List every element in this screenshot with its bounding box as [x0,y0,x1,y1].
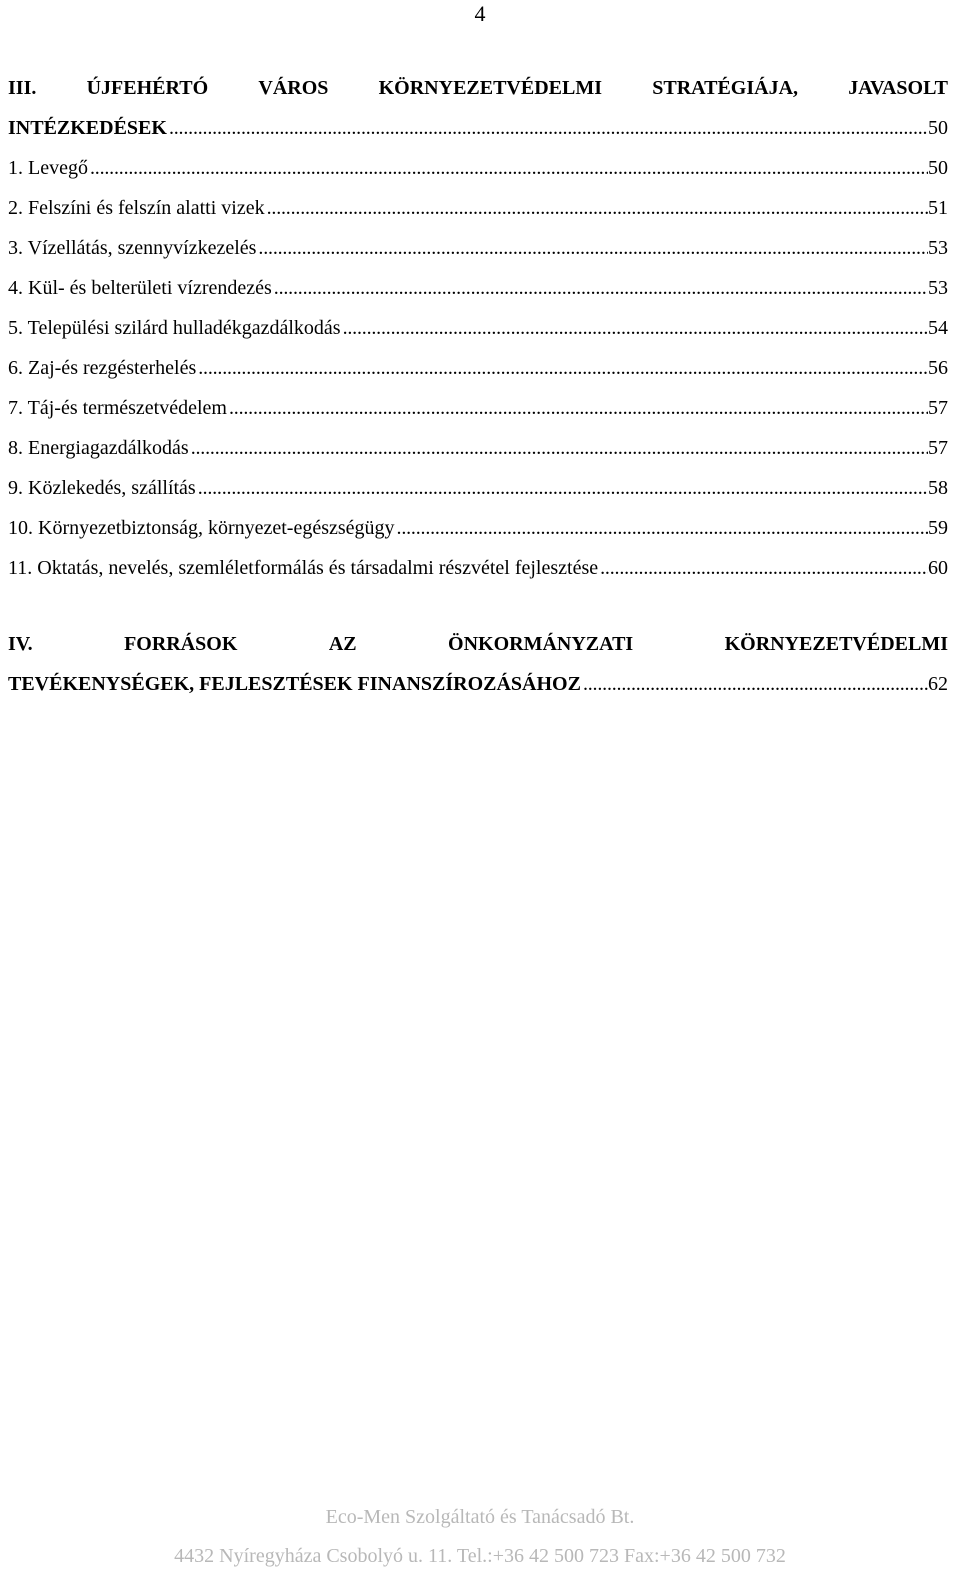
toc-entry[interactable] [8,148,948,188]
toc-entry[interactable] [8,548,948,588]
toc-entry-label: INTÉZKEDÉSEK [8,117,167,139]
section-iv-heading-word: ÖNKORMÁNYZATI [448,633,634,655]
toc-leader-dots [256,228,928,268]
toc-entry-label: 7. Táj-és természetvédelem [8,397,227,419]
toc-entry-label: 11. Oktatás, nevelés, szemléletformálás és társadalmi részvétel fejlesztése [8,557,599,579]
toc-entry-label: TEVÉKENYSÉGEK, FEJLESZTÉSEK FINANSZÍROZÁSÁHOZ [8,673,581,695]
section-iv-heading-word: FORRÁSOK [124,633,238,655]
toc-entry[interactable] [8,388,948,428]
section-iii-heading-word: VÁROS [258,77,329,99]
section-iii-heading-word: JAVASOLT [848,77,948,99]
footer-address: 4432 Nyíregyháza Csobolyó u. 11. Tel.:+36 42 500 723 Fax:+36 42 500 732 [174,1545,786,1567]
toc-entry-section-iv[interactable] [8,664,948,704]
toc-entry-page: 51 [928,197,948,219]
toc-entry[interactable] [8,188,948,228]
toc-entry[interactable] [8,428,948,468]
toc-leader-dots [272,268,928,308]
toc-leader-dots [167,108,928,148]
spacer [8,588,948,624]
toc-entry-label: 8. Energiagazdálkodás [8,437,189,459]
toc-entry-label: 10. Környezetbiztonság, környezet-egészségügy [8,517,395,539]
toc-entry-label: 1. Levegő [8,157,88,179]
toc-leader-dots [395,508,928,548]
toc-entry-page: 53 [928,277,948,299]
toc-entry-page: 53 [928,237,948,259]
section-iv-heading-word: IV. [8,633,33,655]
toc-entry-page: 54 [928,317,948,339]
toc-leader-dots [227,388,928,428]
toc-leader-dots [88,148,928,188]
toc-entry-page: 60 [928,557,948,579]
toc-entry-page: 50 [928,157,948,179]
section-iii-heading-word: III. [8,77,37,99]
toc-entry-label: 4. Kül- és belterületi vízrendezés [8,277,272,299]
toc-entry[interactable] [8,308,948,348]
toc-leader-dots [598,548,928,588]
toc-entry-label: 5. Települési szilárd hulladékgazdálkodás [8,317,341,339]
toc-entry-label: 9. Közlekedés, szállítás [8,477,196,499]
toc-entry-page: 56 [928,357,948,379]
section-iv-heading-word: AZ [328,633,357,655]
toc-leader-dots [196,468,928,508]
section-iii-heading-word: KÖRNYEZETVÉDELMI [378,77,602,99]
toc-leader-dots [341,308,928,348]
toc-entry-label: 3. Vízellátás, szennyvízkezelés [8,237,257,259]
toc-entry-page: 50 [928,117,948,139]
toc-entry-page: 62 [928,673,948,695]
toc-entry[interactable] [8,348,948,388]
toc-entry[interactable] [8,268,948,308]
toc-leader-dots [581,664,928,704]
section-iii-heading-word: STRATÉGIÁJA, [652,77,799,99]
toc-entry-page: 57 [928,437,948,459]
toc-entry[interactable] [8,228,948,268]
toc-entry-label: 6. Zaj-és rezgésterhelés [8,357,197,379]
toc-entry-page: 58 [928,477,948,499]
table-of-contents [8,68,948,704]
section-iii-heading-line1 [8,68,948,108]
toc-entry-page: 59 [928,517,948,539]
page-number: 4 [474,1,486,26]
toc-entry-section-iii[interactable] [8,108,948,148]
toc-entry[interactable] [8,468,948,508]
toc-entry-label: 2. Felszíni és felszín alatti vizek [8,197,265,219]
toc-leader-dots [196,348,928,388]
toc-leader-dots [265,188,928,228]
toc-leader-dots [189,428,928,468]
toc-entry[interactable] [8,508,948,548]
section-iii-heading-word: ÚJFEHÉRTÓ [86,77,209,99]
section-iv-heading-word: KÖRNYEZETVÉDELMI [724,633,948,655]
footer-company: Eco-Men Szolgáltató és Tanácsadó Bt. [325,1506,635,1528]
toc-entry-page: 57 [928,397,948,419]
section-iv-heading-line1 [8,624,948,664]
